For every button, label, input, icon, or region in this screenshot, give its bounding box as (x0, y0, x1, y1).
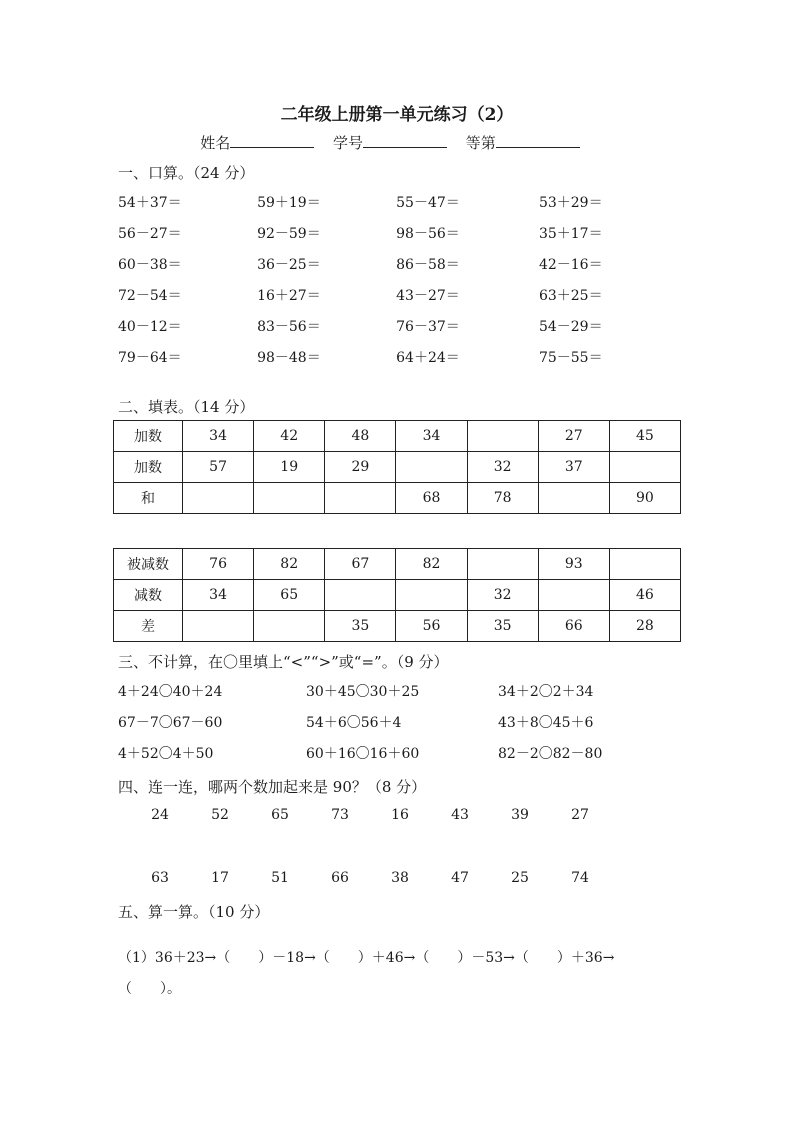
oral-item: 86－58＝ (396, 256, 460, 273)
section-3-heading: 三、不计算，在〇里填上“<”“>”或“=”。（9 分） (118, 653, 449, 671)
student-info-line (0, 132, 794, 153)
table-row (114, 421, 681, 452)
table-cell[interactable]: 28 (609, 611, 680, 642)
connect-number[interactable]: 51 (271, 870, 289, 886)
oral-item: 40－12＝ (118, 318, 182, 335)
oral-item: 54＋37＝ (118, 194, 182, 211)
connect-number[interactable]: 63 (151, 870, 169, 886)
name-blank[interactable] (230, 133, 314, 148)
table-cell[interactable]: 35 (467, 611, 538, 642)
table-cell[interactable]: 35 (325, 611, 396, 642)
oral-item: 36－25＝ (257, 256, 321, 273)
subtraction-table (113, 548, 681, 642)
table-cell[interactable] (396, 452, 467, 483)
table-cell[interactable] (325, 483, 396, 514)
oral-item: 98－56＝ (396, 225, 460, 242)
table-cell[interactable] (183, 611, 254, 642)
connect-number[interactable]: 38 (391, 870, 409, 886)
table-cell[interactable]: 34 (396, 421, 467, 452)
table-cell[interactable] (254, 611, 325, 642)
chain-calculation-line-2: （ ）。 (118, 981, 181, 997)
connect-number[interactable]: 73 (331, 807, 349, 823)
oral-item: 42－16＝ (538, 256, 603, 273)
oral-row (118, 341, 678, 372)
compare-item[interactable]: 60＋16〇16＋60 (306, 745, 420, 762)
compare-item[interactable]: 34＋2〇2＋34 (498, 683, 594, 700)
compare-row (118, 706, 686, 737)
oral-item: 60－38＝ (118, 256, 182, 273)
table-cell[interactable]: 66 (538, 611, 609, 642)
oral-arithmetic-grid (118, 186, 678, 372)
table-cell[interactable]: 57 (183, 452, 254, 483)
row-header: 和 (114, 483, 183, 514)
compare-item[interactable]: 30＋45〇30＋25 (306, 683, 420, 700)
oral-row (118, 186, 678, 217)
compare-row (118, 675, 686, 706)
table-cell[interactable]: 68 (396, 483, 467, 514)
section-5-heading: 五、算一算。（10 分） (118, 903, 270, 921)
addition-table (113, 420, 681, 514)
page-title: 二年级上册第一单元练习（2） (280, 105, 514, 125)
table-cell[interactable]: 32 (467, 452, 538, 483)
table-cell[interactable]: 93 (538, 549, 609, 580)
grade-label: 等第 (465, 134, 496, 152)
compare-item[interactable]: 4＋24〇40＋24 (118, 683, 223, 700)
connect-number[interactable]: 17 (211, 870, 229, 886)
section-1-heading: 一、口算。（24 分） (118, 164, 255, 182)
table-cell[interactable]: 34 (183, 580, 254, 611)
row-header: 减数 (114, 580, 183, 611)
table-cell[interactable]: 45 (609, 421, 680, 452)
connect-number[interactable]: 43 (451, 807, 469, 823)
table-cell[interactable]: 29 (325, 452, 396, 483)
name-label: 姓名 (200, 134, 231, 152)
oral-row (118, 310, 678, 341)
table-cell[interactable] (325, 580, 396, 611)
section-4-heading: 四、连一连，哪两个数加起来是 90？（8 分） (118, 778, 427, 796)
connect-top-row (130, 807, 610, 823)
connect-number[interactable]: 16 (391, 807, 409, 823)
compare-item[interactable]: 43＋8〇45＋6 (498, 714, 594, 731)
table-cell[interactable] (609, 549, 680, 580)
table-cell[interactable]: 65 (254, 580, 325, 611)
oral-item: 59＋19＝ (257, 194, 321, 211)
table-cell[interactable]: 27 (538, 421, 609, 452)
oral-item: 64＋24＝ (396, 349, 460, 366)
oral-row (118, 217, 678, 248)
table-cell[interactable] (183, 483, 254, 514)
row-header: 差 (114, 611, 183, 642)
oral-item: 53＋29＝ (538, 194, 603, 211)
table-cell[interactable] (538, 483, 609, 514)
table-cell[interactable]: 48 (325, 421, 396, 452)
oral-item: 98－48＝ (257, 349, 321, 366)
oral-item: 92－59＝ (257, 225, 321, 242)
row-header: 加数 (114, 452, 183, 483)
oral-item: 76－37＝ (396, 318, 460, 335)
section-2-heading: 二、填表。（14 分） (118, 398, 255, 416)
table-row (114, 611, 681, 642)
table-cell[interactable]: 19 (254, 452, 325, 483)
table-cell[interactable]: 76 (183, 549, 254, 580)
table-cell[interactable]: 78 (467, 483, 538, 514)
table-cell[interactable]: 32 (467, 580, 538, 611)
compare-item[interactable]: 54＋6〇56＋4 (306, 714, 402, 731)
connect-number[interactable]: 24 (151, 807, 169, 823)
id-label: 学号 (332, 134, 363, 152)
table-cell[interactable] (609, 452, 680, 483)
row-header: 加数 (114, 421, 183, 452)
table-cell[interactable] (396, 580, 467, 611)
oral-item: 54－29＝ (538, 318, 603, 335)
compare-row (118, 737, 686, 768)
connect-number[interactable]: 39 (511, 807, 529, 823)
connect-bottom-row (130, 870, 610, 886)
connect-number[interactable]: 66 (331, 870, 349, 886)
table-cell[interactable]: 34 (183, 421, 254, 452)
compare-item[interactable]: 67－7〇67－60 (118, 714, 223, 731)
table-cell[interactable]: 42 (254, 421, 325, 452)
compare-item[interactable]: 4＋52〇4＋50 (118, 745, 214, 762)
table-cell[interactable]: 82 (396, 549, 467, 580)
oral-item: 75－55＝ (538, 349, 603, 366)
table-cell[interactable]: 46 (609, 580, 680, 611)
oral-item: 79－64＝ (118, 349, 182, 366)
row-header: 被减数 (114, 549, 183, 580)
oral-row (118, 248, 678, 279)
oral-row (118, 279, 678, 310)
oral-item: 43－27＝ (396, 287, 460, 304)
id-blank[interactable] (363, 133, 447, 148)
oral-item: 55－47＝ (396, 194, 460, 211)
oral-item: 16＋27＝ (257, 287, 321, 304)
connect-number[interactable]: 27 (571, 807, 589, 823)
table-row (114, 483, 681, 514)
table-cell[interactable]: 90 (609, 483, 680, 514)
oral-item: 56－27＝ (118, 225, 182, 242)
table-cell[interactable] (467, 421, 538, 452)
oral-item: 72－54＝ (118, 287, 182, 304)
table-row (114, 580, 681, 611)
oral-item: 63＋25＝ (538, 287, 603, 304)
connect-number[interactable]: 65 (271, 807, 289, 823)
table-cell[interactable] (254, 483, 325, 514)
table-row (114, 549, 681, 580)
connect-number[interactable]: 25 (511, 870, 529, 886)
connect-number[interactable]: 52 (211, 807, 229, 823)
oral-item: 35＋17＝ (538, 225, 603, 242)
table-cell[interactable]: 56 (396, 611, 467, 642)
table-cell[interactable] (538, 580, 609, 611)
connect-number[interactable]: 74 (571, 870, 589, 886)
grade-blank[interactable] (496, 133, 580, 148)
table-cell[interactable]: 82 (254, 549, 325, 580)
chain-calculation-line-1: （1）36＋23→（ ）－18→（ ）＋46→（ ）－53→（ ）＋36→ (118, 950, 615, 966)
table-cell[interactable]: 67 (325, 549, 396, 580)
table-row (114, 452, 681, 483)
table-cell[interactable]: 37 (538, 452, 609, 483)
compare-item[interactable]: 82－2〇82－80 (498, 745, 603, 762)
oral-item: 83－56＝ (257, 318, 321, 335)
compare-grid (118, 675, 686, 768)
connect-number[interactable]: 47 (451, 870, 469, 886)
table-cell[interactable] (467, 549, 538, 580)
